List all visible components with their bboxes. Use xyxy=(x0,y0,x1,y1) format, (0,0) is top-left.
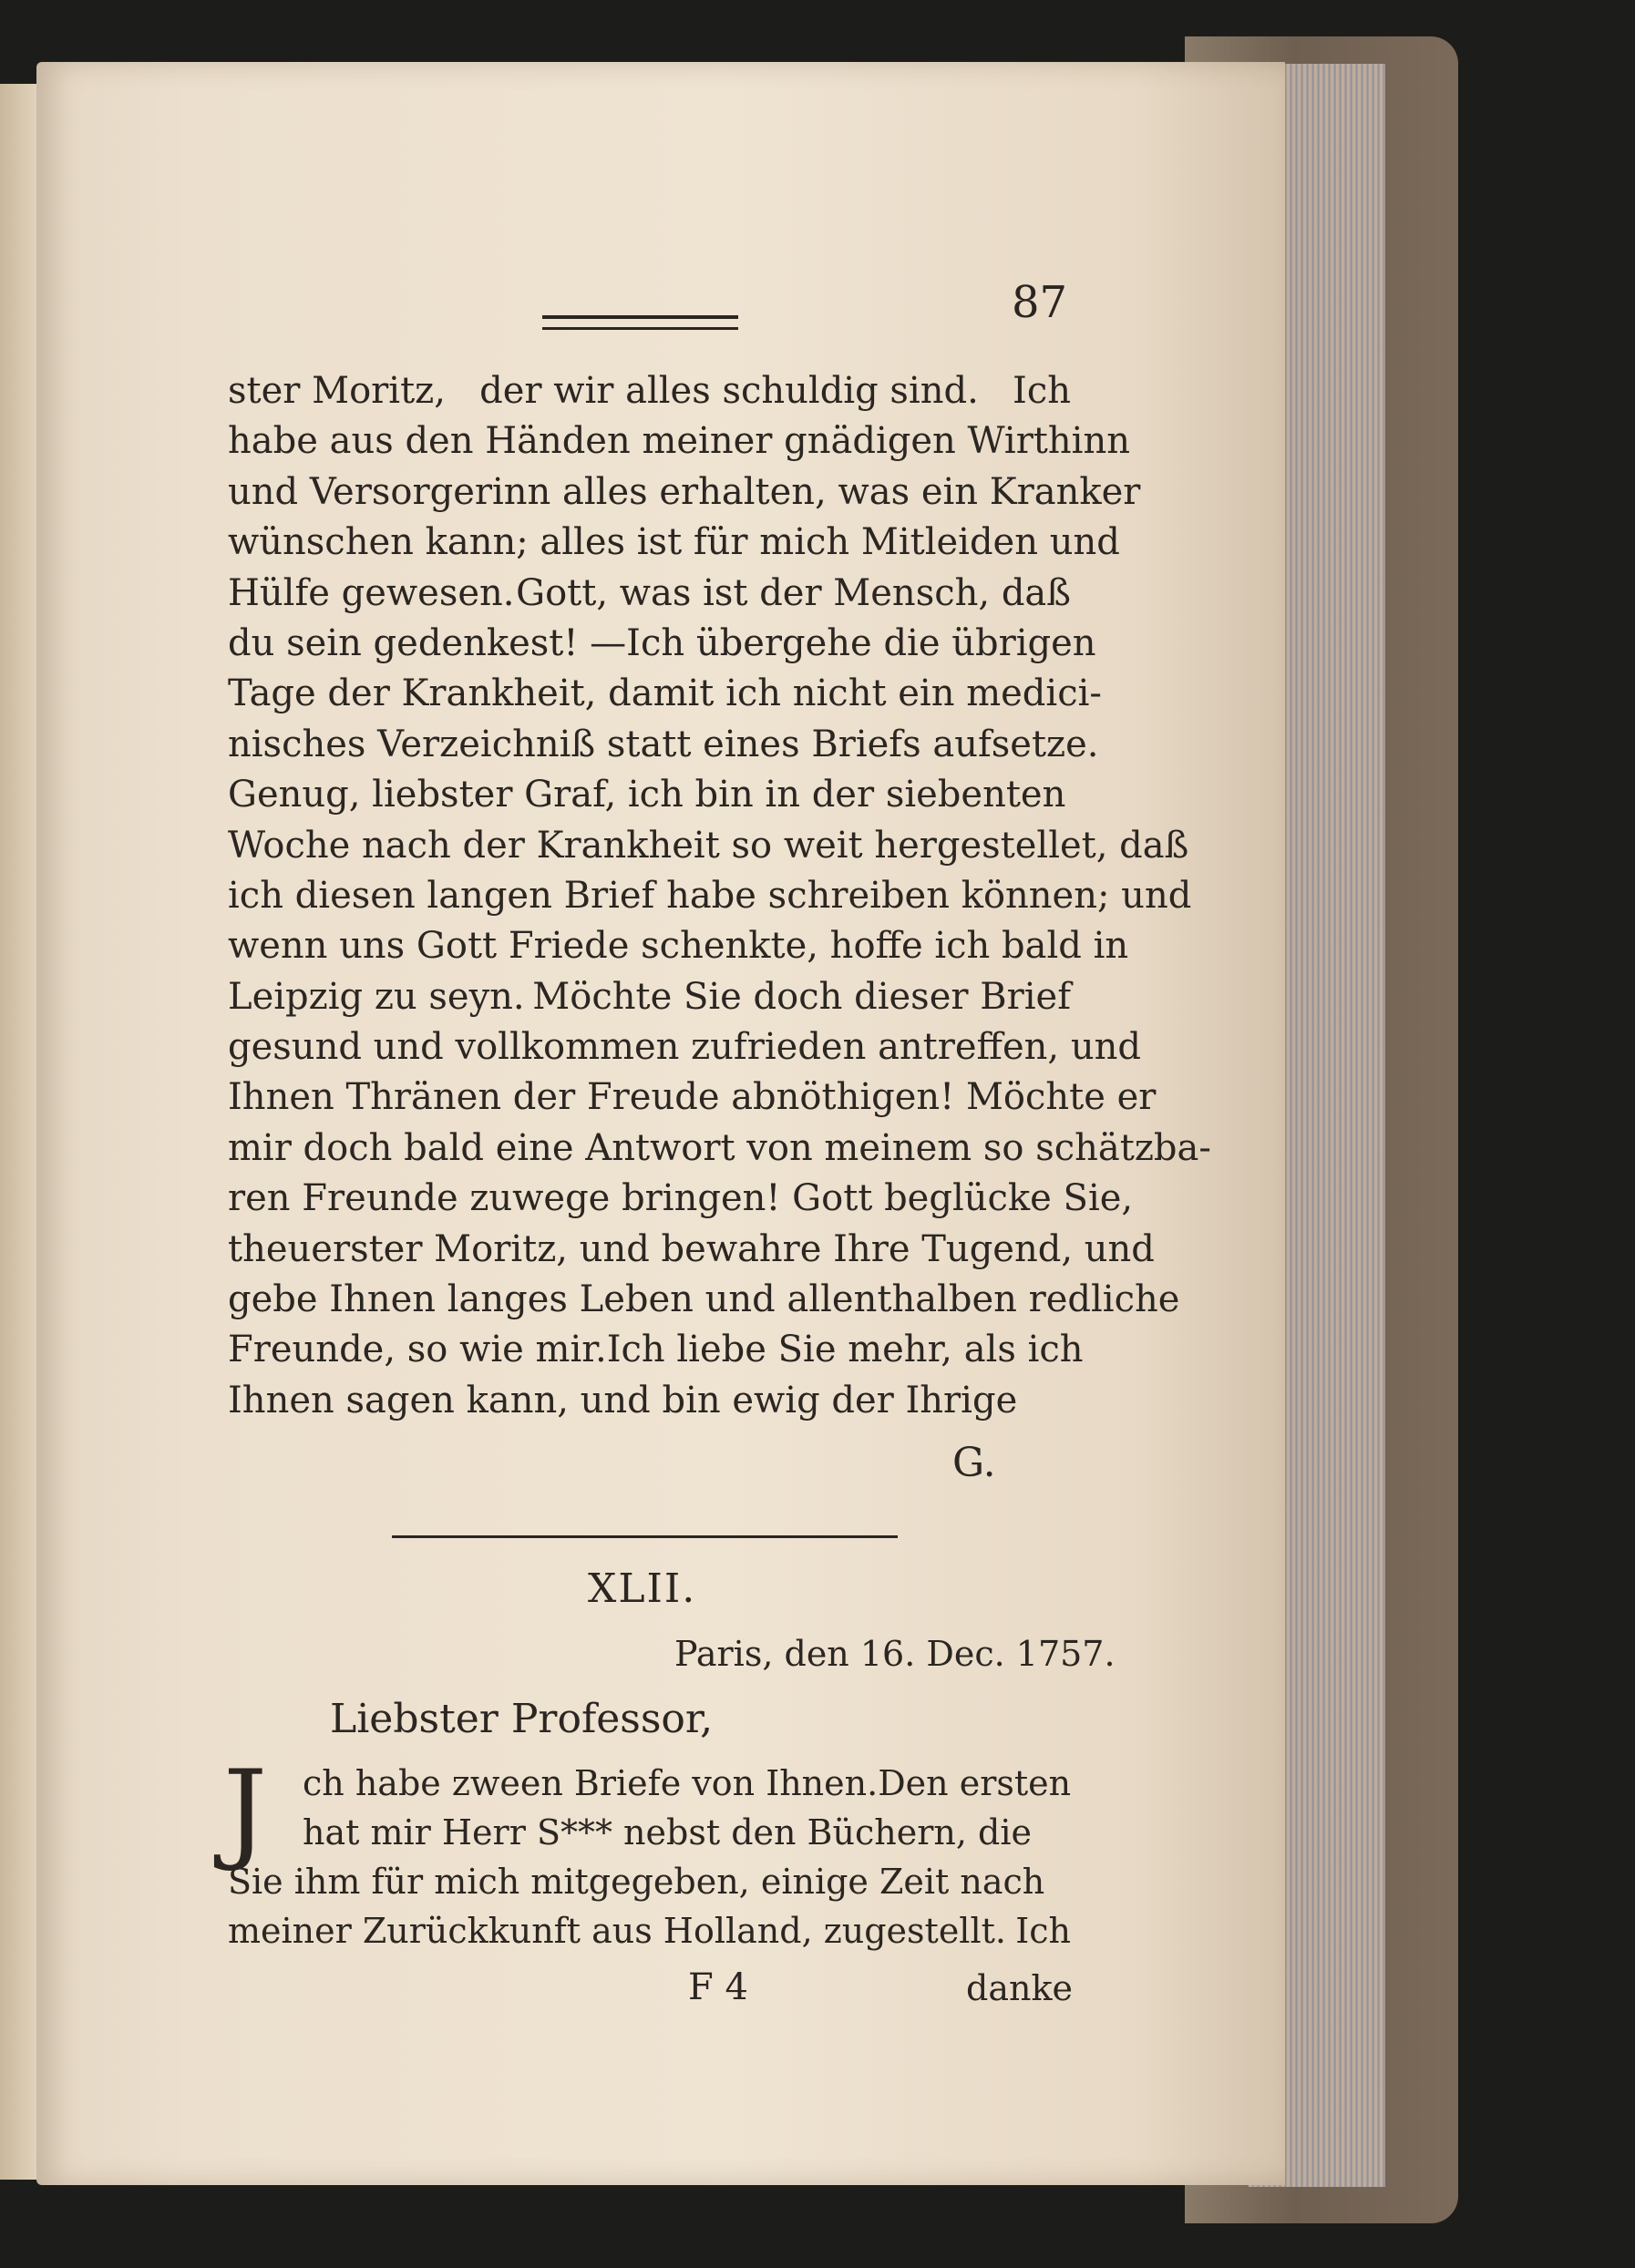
text-line: ster Moritz, der wir alles schuldig sind. Ich xyxy=(228,370,1071,412)
letter-salutation: Liebster Professor, xyxy=(330,1696,714,1742)
book-page xyxy=(36,62,1285,2185)
text-line: wenn uns Gott Friede schenkte, hoffe ich bald in xyxy=(228,925,1129,968)
text-line: Leipzig zu seyn. Möchte Sie doch dieser Brief xyxy=(228,975,1071,1018)
text-line: gesund und vollkommen zufrieden antreffen, und xyxy=(228,1026,1141,1069)
text-line: Freunde, so wie mir. Ich liebe Sie mehr, als ich xyxy=(228,1329,1084,1371)
text-line: gebe Ihnen langes Leben und allenthalben redliche xyxy=(228,1278,1180,1321)
text-line: ich diesen langen Brief habe schreiben können; und xyxy=(228,874,1192,917)
text-line: Ihnen sagen kann, und bin ewig der Ihrige xyxy=(228,1379,1018,1421)
signature-mark: F 4 xyxy=(688,1966,748,2008)
text-line: mir doch bald eine Antwort von meinem so schätzba- xyxy=(228,1126,1211,1169)
header-double-rule xyxy=(542,315,738,330)
section-divider xyxy=(392,1535,898,1538)
letter-number-heading: XLII. xyxy=(588,1565,697,1612)
text-line: ren Freunde zuwege bringen! Gott beglücke Sie, xyxy=(228,1177,1134,1220)
letter-continuation-text xyxy=(228,366,1211,1426)
text-line: Sie ihm für mich mitgegeben, einige Zeit nach xyxy=(228,1862,1045,1902)
text-line: hat mir Herr S*** nebst den Büchern, die xyxy=(303,1812,1032,1852)
text-line: ch habe zween Briefe von Ihnen. Den ersten xyxy=(303,1763,1072,1803)
letter-signature: G. xyxy=(952,1440,996,1486)
text-line: habe aus den Händen meiner gnädigen Wirthinn xyxy=(228,420,1130,463)
text-line: meiner Zurückkunft aus Holland, zugestellt. Ich xyxy=(228,1911,1071,1951)
text-line: wünschen kann; alles ist für mich Mitleiden und xyxy=(228,521,1120,564)
drop-cap-initial: J xyxy=(223,1748,268,1874)
text-line: Genug, liebster Graf, ich bin in der siebenten xyxy=(228,774,1066,816)
catchword: danke xyxy=(966,1968,1073,2008)
text-line: nisches Verzeichniß statt eines Briefs aufsetze. xyxy=(228,723,1099,765)
text-line: Hülfe gewesen. Gott, was ist der Mensch, daß xyxy=(228,571,1071,614)
text-line: und Versorgerinn alles erhalten, was ein Kranker xyxy=(228,470,1141,513)
new-letter-text xyxy=(228,1759,1071,1955)
text-line: Ihnen Thränen der Freude abnöthigen! Möchte er xyxy=(228,1076,1157,1119)
page-number: 87 xyxy=(1012,277,1068,328)
text-line: Woche nach der Krankheit so weit hergestellet, daß xyxy=(228,824,1189,867)
text-line: theuerster Moritz, und bewahre Ihre Tugend, und xyxy=(228,1227,1155,1270)
text-line: du sein gedenkest! — Ich übergehe die übrigen xyxy=(228,621,1096,664)
text-line: Tage der Krankheit, damit ich nicht ein medici- xyxy=(228,672,1102,715)
letter-dateline: Paris, den 16. Dec. 1757. xyxy=(674,1634,1116,1674)
